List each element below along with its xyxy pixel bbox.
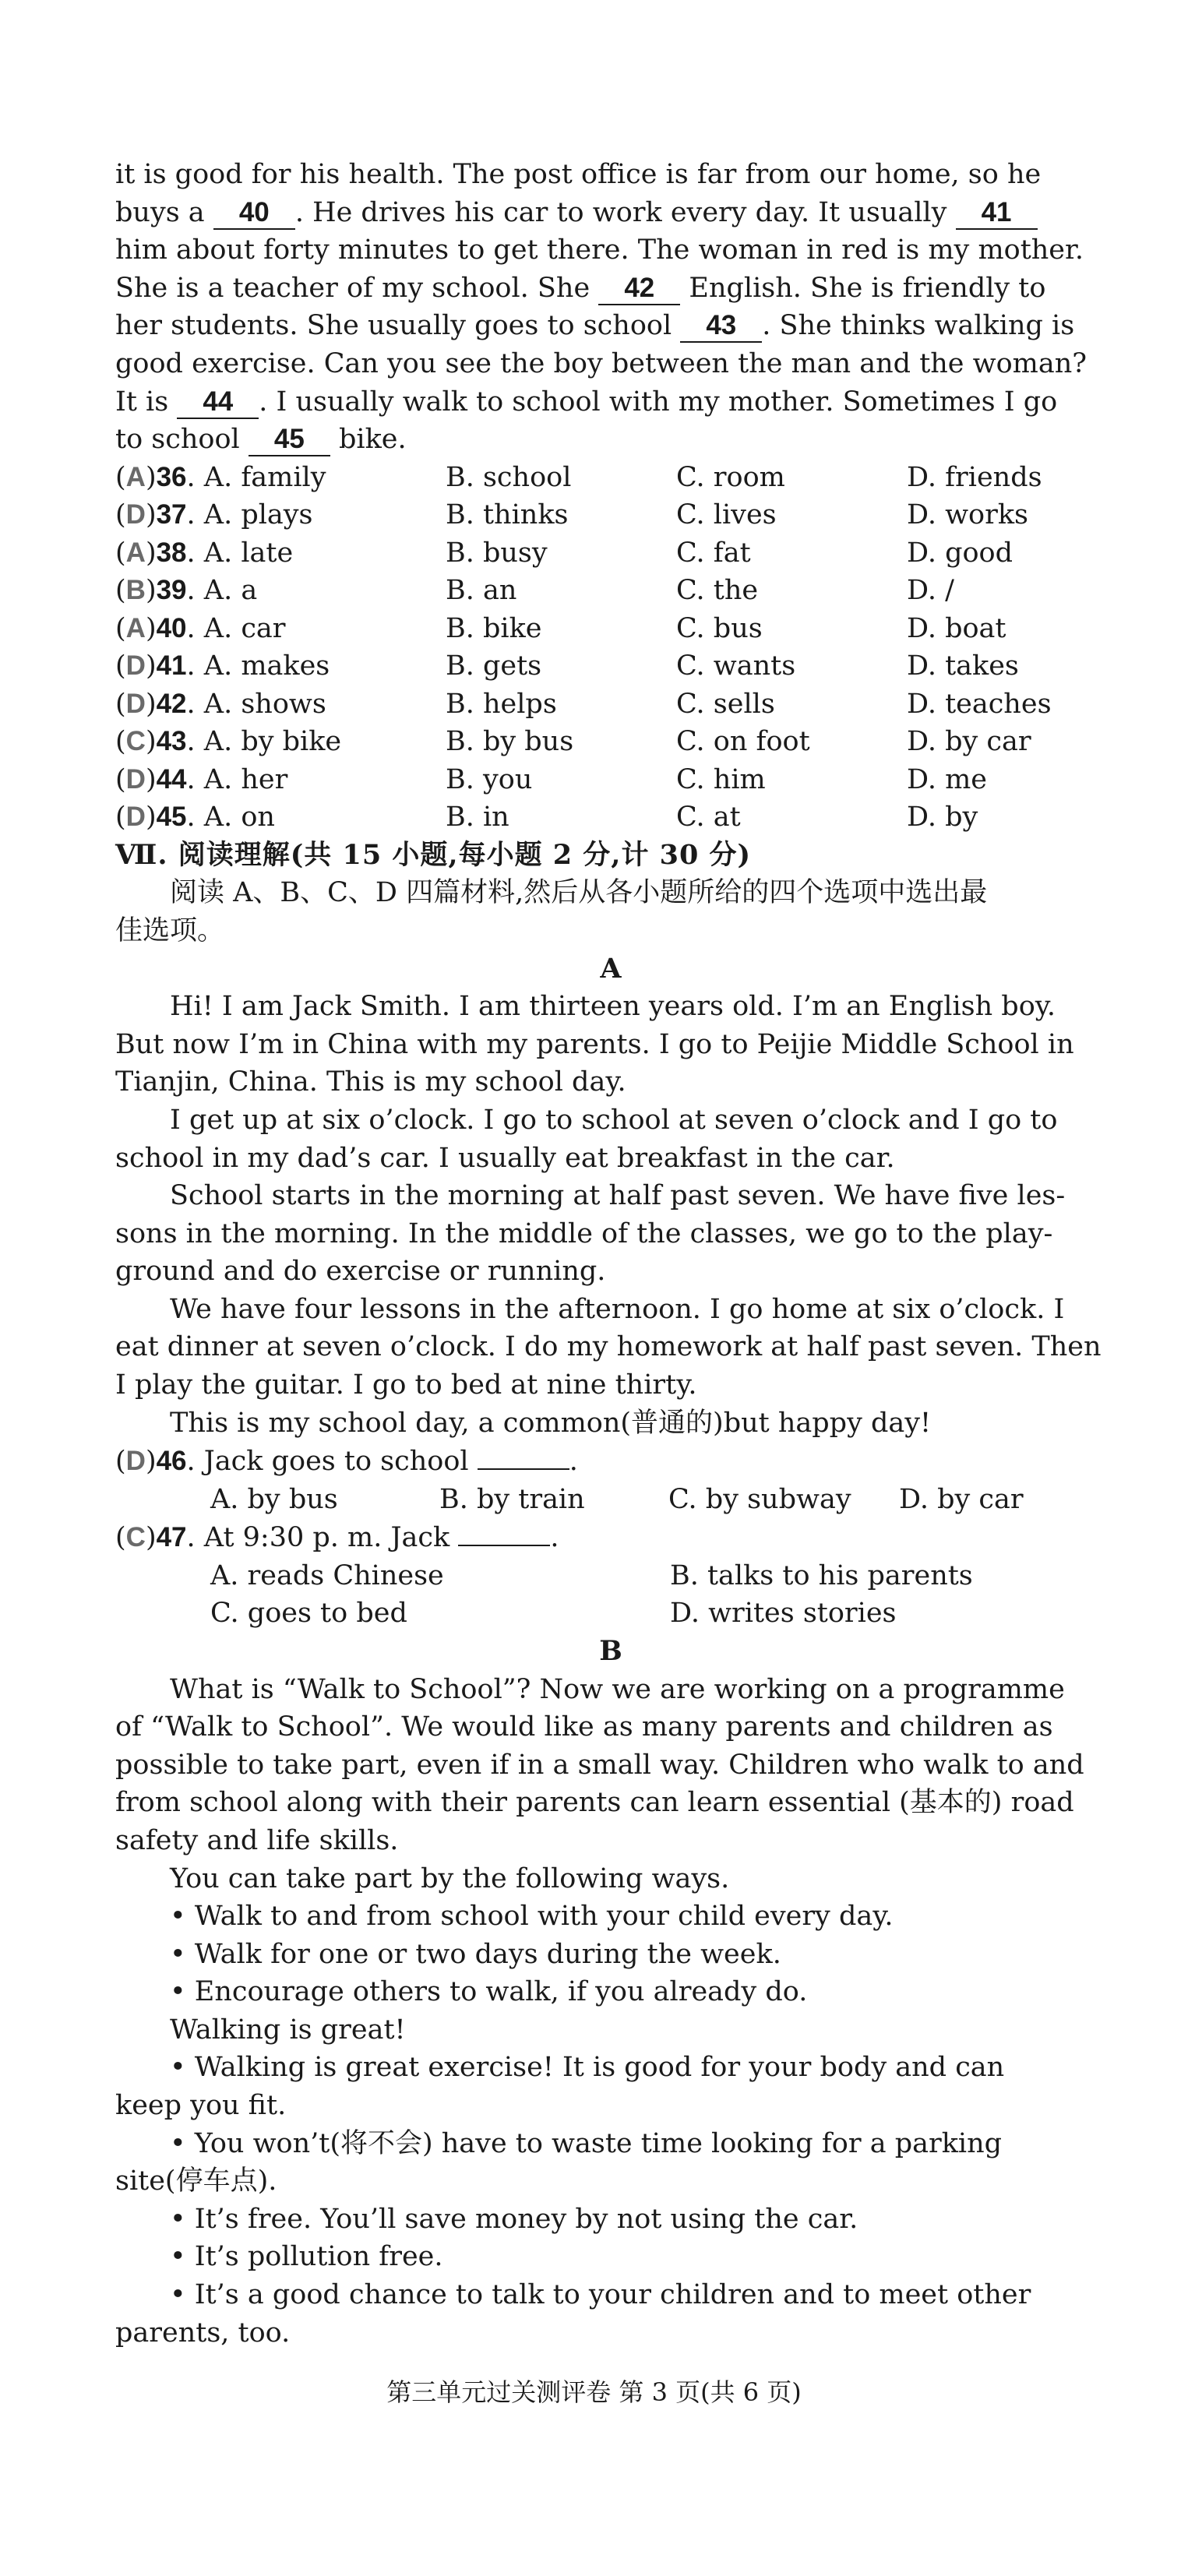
question-47: (C)47. At 9:30 p. m. Jack .: [115, 1518, 1106, 1557]
answer-mark: C: [125, 726, 146, 757]
option-c: C. wants: [676, 650, 796, 682]
answer-mark: D: [125, 763, 146, 795]
passage-line: safety and life skills.: [115, 1824, 399, 1856]
question-number: 46: [156, 1446, 187, 1477]
question-row: (C)43. A. by bike B. by bus C. on foot D. by car: [115, 723, 1106, 761]
passage-a: [115, 988, 1106, 1442]
blank-40: 40: [213, 197, 295, 230]
option-a: A. by bike: [203, 726, 342, 758]
question-row: (D)44. A. her B. you C. him D. me: [115, 761, 1106, 799]
passage-line: keep you fit.: [115, 2090, 287, 2122]
option-c: C. the: [676, 575, 759, 607]
section-instructions: 佳选项。: [115, 914, 225, 946]
option-c: C. by subway: [668, 1483, 851, 1515]
bullet-item: • Walking is great exercise! It is good for your body and can: [170, 2052, 1005, 2084]
option-d: D. works: [907, 499, 1028, 531]
answer-mark: D: [125, 802, 146, 833]
option-b: B. busy: [446, 537, 548, 569]
option-c: C. fat: [676, 537, 751, 569]
question-number: 37: [156, 499, 187, 530]
bullet-item: • It’s pollution free.: [170, 2241, 443, 2273]
blank-43: 43: [680, 310, 762, 343]
cloze-line: her students. She usually goes to school 43 . She thinks walking is: [115, 310, 1075, 342]
answer-mark: D: [125, 650, 146, 682]
answer-mark: D: [125, 1446, 146, 1477]
question-47-options: [115, 1595, 1106, 1633]
blank-41: 41: [956, 197, 1038, 230]
bullet-item: • Encourage others to walk, if you already do.: [170, 1976, 808, 2008]
option-b: B. bike: [446, 612, 542, 644]
cloze-line: it is good for his health. The post office is far from our home, so he: [115, 159, 1042, 190]
question-number: 44: [156, 763, 187, 795]
option-a: A. makes: [203, 650, 330, 682]
question-row: (B)39. A. a B. an C. the D. /: [115, 572, 1106, 610]
option-a: A. plays: [203, 499, 313, 531]
option-c: C. him: [676, 763, 766, 795]
option-c: C. room: [676, 461, 785, 493]
bullet-item: • Walk to and from school with your child every day.: [170, 1901, 894, 1933]
option-c: C. bus: [676, 612, 763, 644]
option-c: C. sells: [676, 688, 775, 720]
bullet-item: • It’s free. You’ll save money by not using the car.: [170, 2203, 858, 2235]
page-content: [115, 156, 1106, 2352]
option-d: D. by car: [907, 726, 1031, 758]
option-d: D. teaches: [907, 688, 1052, 720]
cloze-line: to school 45 bike.: [115, 424, 407, 456]
answer-mark: A: [125, 537, 146, 568]
passage-line: site(停车点).: [115, 2165, 277, 2197]
option-b: B. an: [446, 575, 517, 607]
passage-line: School starts in the morning at half past seven. We have five les-: [170, 1180, 1066, 1212]
passage-b: [115, 1671, 1106, 2352]
cloze-line: It is 44 . I usually walk to school with my mother. Sometimes I go: [115, 386, 1058, 418]
blank-42: 42: [598, 273, 680, 305]
option-b: B. you: [446, 763, 533, 795]
answer-mark: C: [125, 1522, 146, 1553]
option-d: D. me: [907, 763, 987, 795]
question-number: 41: [156, 650, 187, 682]
option-a: A. shows: [203, 688, 326, 720]
question-row: (A)36. A. family B. school C. room D. friends: [115, 459, 1106, 497]
option-d: D. writes stories: [670, 1598, 897, 1630]
cloze-passage: [115, 156, 1106, 459]
option-a: A. car: [203, 612, 286, 644]
passage-line: I get up at six o’clock. I go to school at seven o’clock and I go to: [170, 1104, 1058, 1136]
section-instructions: 阅读 A、B、C、D 四篇材料,然后从各小题所给的四个选项中选出最: [170, 877, 988, 909]
passage-line: eat dinner at seven o’clock. I do my homework at half past seven. Then: [115, 1331, 1102, 1363]
question-number: 42: [156, 688, 187, 719]
question-row: (D)42. A. shows B. helps C. sells D. teaches: [115, 685, 1106, 724]
question-number: 38: [156, 537, 187, 568]
answer-blank: [458, 1518, 550, 1546]
option-a: A. a: [203, 575, 258, 607]
question-number: 45: [156, 802, 187, 833]
option-c: C. lives: [676, 499, 777, 531]
option-b: B. helps: [446, 688, 557, 720]
option-a: A. by bus: [210, 1483, 338, 1515]
option-b: B. by bus: [446, 726, 574, 758]
passage-line: of “Walk to School”. We would like as many parents and children as: [115, 1711, 1053, 1743]
option-d: D. by: [907, 802, 978, 833]
option-a: A. reads Chinese: [210, 1559, 444, 1591]
cloze-options: [115, 459, 1106, 837]
question-46: (D)46. Jack goes to school .: [115, 1442, 1106, 1481]
blank-44: 44: [177, 386, 259, 419]
passage-line: What is “Walk to School”? Now we are working on a programme: [170, 1673, 1065, 1705]
passage-line: You can take part by the following ways.: [170, 1862, 730, 1894]
answer-mark: D: [125, 499, 146, 530]
answer-mark: A: [125, 612, 146, 643]
option-d: D. by car: [899, 1483, 1024, 1515]
cloze-line: buys a 40 . He drives his car to work every day. It usually 41: [115, 194, 1106, 232]
option-a: A. on: [203, 802, 275, 833]
option-b: B. in: [446, 802, 509, 833]
passage-line: Walking is great!: [170, 2014, 406, 2046]
question-row: (D)37. A. plays B. thinks C. lives D. works: [115, 496, 1106, 534]
cloze-line: She is a teacher of my school. She 42 English. She is friendly to: [115, 272, 1046, 304]
answer-mark: B: [125, 575, 146, 606]
passage-line: Tianjin, China. This is my school day.: [115, 1066, 626, 1098]
question-row: (A)38. A. late B. busy C. fat D. good: [115, 534, 1106, 573]
option-c: C. at: [676, 802, 741, 833]
option-b: B. thinks: [446, 499, 569, 531]
option-c: C. goes to bed: [210, 1598, 407, 1630]
option-b: B. gets: [446, 650, 542, 682]
passage-line: Hi! I am Jack Smith. I am thirteen years old. I’m an English boy.: [170, 991, 1056, 1023]
cloze-line: good exercise. Can you see the boy between the man and the woman?: [115, 347, 1088, 379]
question-number: 43: [156, 726, 187, 757]
question-46-options: [115, 1481, 1106, 1519]
passage-line: But now I’m in China with my parents. I go to Peijie Middle School in: [115, 1028, 1074, 1060]
passage-line: parents, too.: [115, 2317, 291, 2349]
question-number: 39: [156, 575, 187, 606]
option-a: A. family: [203, 461, 326, 493]
passage-a-title: A: [600, 952, 622, 985]
bullet-item: • You won’t(将不会) have to waste time looking for a parking: [170, 2127, 1003, 2159]
option-d: D. friends: [907, 461, 1042, 493]
question-row: (A)40. A. car B. bike C. bus D. boat: [115, 610, 1106, 648]
passage-line: from school along with their parents can learn essential (基本的) road: [115, 1787, 1074, 1819]
section-heading: Ⅶ. 阅读理解(共 15 小题,每小题 2 分,计 30 分): [115, 838, 752, 871]
answer-mark: A: [125, 461, 146, 492]
passage-line: possible to take part, even if in a small way. Children who walk to and: [115, 1749, 1084, 1781]
passage-line: I play the guitar. I go to bed at nine thirty.: [115, 1369, 697, 1401]
question-row: (D)41. A. makes B. gets C. wants D. takes: [115, 647, 1106, 685]
question-number: 47: [156, 1522, 187, 1553]
answer-blank: [478, 1442, 569, 1470]
question-number: 40: [156, 612, 187, 643]
question-number: 36: [156, 461, 187, 492]
option-d: D. /: [907, 575, 954, 607]
question-row: (D)45. A. on B. in C. at D. by: [115, 798, 1106, 837]
option-a: A. late: [203, 537, 294, 569]
page-footer: 第三单元过关测评卷 第 3 页(共 6 页): [386, 2377, 802, 2407]
passage-line: ground and do exercise or running.: [115, 1256, 606, 1288]
option-d: D. good: [907, 537, 1014, 569]
passage-line: We have four lessons in the afternoon. I go home at six o’clock. I: [170, 1293, 1065, 1325]
option-c: C. on foot: [676, 726, 810, 758]
option-b: B. school: [446, 461, 572, 493]
option-d: D. takes: [907, 650, 1019, 682]
option-b: B. by train: [439, 1483, 585, 1515]
answer-mark: D: [125, 688, 146, 719]
passage-line: school in my dad’s car. I usually eat breakfast in the car.: [115, 1142, 895, 1174]
bullet-item: • It’s a good chance to talk to your children and to meet other: [170, 2279, 1031, 2311]
blank-45: 45: [249, 424, 330, 456]
passage-b-title: B: [599, 1634, 622, 1667]
option-d: D. boat: [907, 612, 1006, 644]
option-a: A. her: [203, 763, 288, 795]
bullet-item: • Walk for one or two days during the week.: [170, 1938, 781, 1970]
passage-line: This is my school day, a common(普通的)but happy day!: [170, 1407, 932, 1439]
question-47-options: [115, 1557, 1106, 1595]
cloze-line: him about forty minutes to get there. The woman in red is my mother.: [115, 234, 1084, 266]
option-b: B. talks to his parents: [670, 1559, 973, 1591]
passage-line: sons in the morning. In the middle of the classes, we go to the play-: [115, 1218, 1053, 1249]
